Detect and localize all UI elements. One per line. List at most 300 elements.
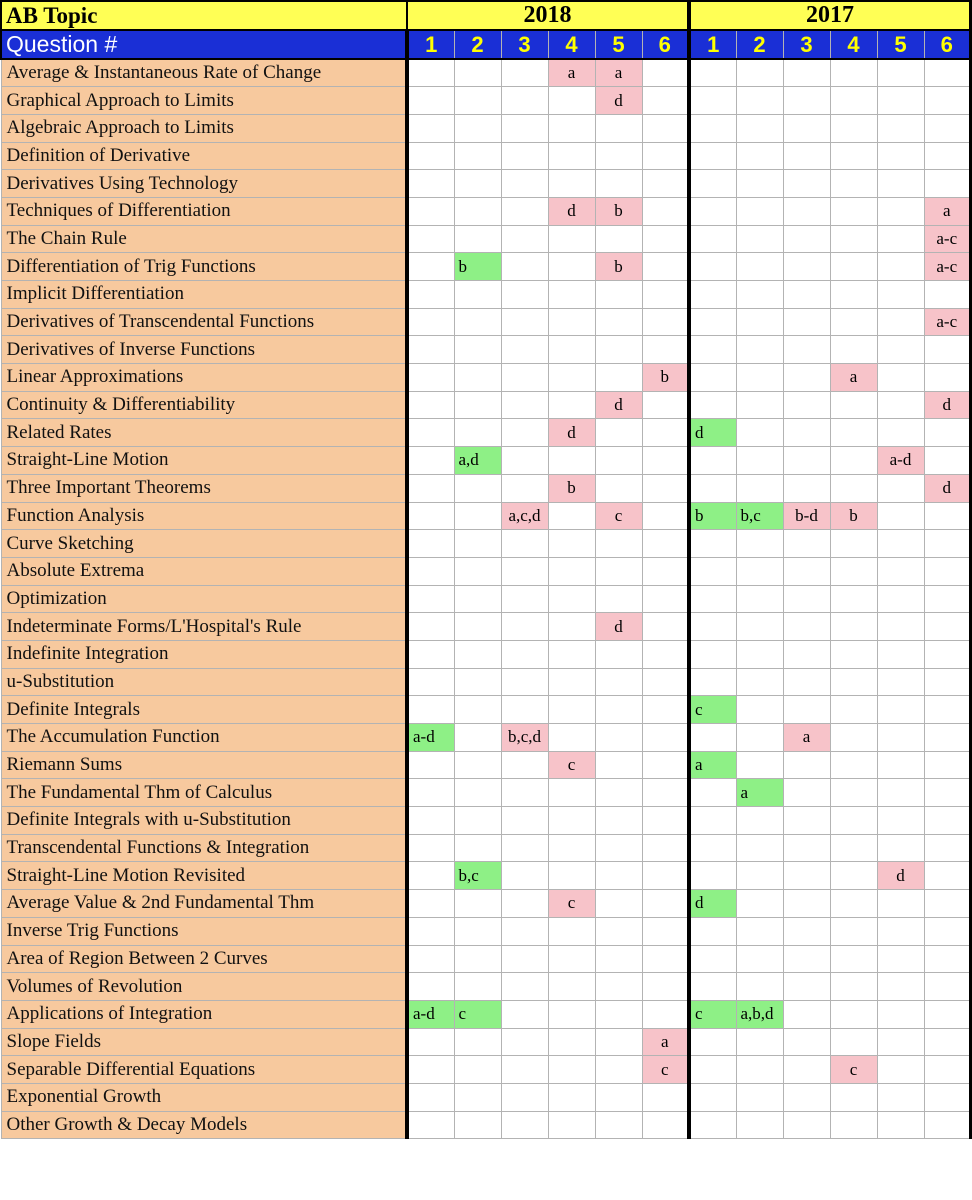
question-cell	[595, 945, 642, 973]
topic-row	[1, 225, 972, 253]
question-cell	[595, 142, 642, 170]
question-cell	[501, 1000, 548, 1028]
question-cell	[454, 391, 501, 419]
question-cell	[689, 114, 736, 142]
question-cell: a-c	[924, 225, 971, 253]
question-cell	[548, 447, 595, 475]
question-cell	[877, 696, 924, 724]
question-cell	[689, 447, 736, 475]
year-header-2018: 2018	[407, 1, 689, 30]
question-cell	[783, 807, 830, 835]
question-cell	[830, 114, 877, 142]
question-cell	[689, 1028, 736, 1056]
question-cell	[689, 973, 736, 1001]
topic-row	[1, 142, 972, 170]
question-cell	[595, 225, 642, 253]
question-cell	[501, 1056, 548, 1084]
question-cell	[877, 917, 924, 945]
question-cell	[454, 281, 501, 309]
question-cell	[783, 336, 830, 364]
question-cell	[595, 364, 642, 392]
question-cell	[689, 862, 736, 890]
question-cell	[595, 419, 642, 447]
question-cell	[595, 1111, 642, 1139]
question-cell	[783, 917, 830, 945]
year-header-2017: 2017	[689, 1, 971, 30]
question-cell	[407, 557, 454, 585]
topic-name: The Accumulation Function	[1, 724, 407, 752]
question-cell	[501, 225, 548, 253]
question-cell: c	[548, 751, 595, 779]
question-cell	[736, 281, 783, 309]
topic-name: Straight-Line Motion Revisited	[1, 862, 407, 890]
question-cell: c	[595, 502, 642, 530]
topic-name: Exponential Growth	[1, 1083, 407, 1111]
question-cell: d	[924, 474, 971, 502]
question-cell	[783, 474, 830, 502]
question-cell	[689, 364, 736, 392]
question-cell	[924, 170, 971, 198]
topic-row	[1, 917, 972, 945]
topic-name: Volumes of Revolution	[1, 973, 407, 1001]
question-cell: d	[877, 862, 924, 890]
question-cell	[595, 336, 642, 364]
question-cell	[548, 391, 595, 419]
question-cell	[736, 419, 783, 447]
question-number-2017-2: 2	[736, 30, 783, 59]
topic-row	[1, 1028, 972, 1056]
topic-row	[1, 779, 972, 807]
question-cell	[689, 724, 736, 752]
question-cell	[548, 973, 595, 1001]
question-cell: a-d	[877, 447, 924, 475]
question-cell	[830, 640, 877, 668]
topic-row	[1, 59, 972, 87]
topic-column-title: AB Topic	[1, 1, 407, 30]
question-cell	[642, 530, 689, 558]
question-cell	[407, 419, 454, 447]
question-cell: b,c	[454, 862, 501, 890]
question-cell	[830, 391, 877, 419]
topic-row	[1, 308, 972, 336]
question-cell	[501, 197, 548, 225]
question-cell	[642, 197, 689, 225]
topic-name: Other Growth & Decay Models	[1, 1111, 407, 1139]
question-cell	[454, 419, 501, 447]
question-cell	[924, 530, 971, 558]
question-cell	[736, 807, 783, 835]
question-cell	[736, 1111, 783, 1139]
question-cell	[830, 668, 877, 696]
question-cell: a	[783, 724, 830, 752]
question-cell	[642, 114, 689, 142]
question-cell	[454, 308, 501, 336]
question-cell	[783, 973, 830, 1001]
question-cell: d	[689, 890, 736, 918]
question-cell	[548, 696, 595, 724]
topic-name: Derivatives of Inverse Functions	[1, 336, 407, 364]
question-cell	[877, 557, 924, 585]
question-cell	[548, 114, 595, 142]
question-cell	[736, 640, 783, 668]
question-cell	[454, 364, 501, 392]
question-cell	[736, 973, 783, 1001]
question-cell	[548, 807, 595, 835]
question-cell	[548, 364, 595, 392]
question-cell	[454, 474, 501, 502]
question-cell	[642, 696, 689, 724]
question-cell	[548, 308, 595, 336]
question-cell	[454, 557, 501, 585]
topic-name: Absolute Extrema	[1, 557, 407, 585]
question-cell: d	[595, 87, 642, 115]
question-cell	[548, 281, 595, 309]
question-cell	[783, 1028, 830, 1056]
question-cell	[501, 585, 548, 613]
question-cell	[689, 945, 736, 973]
question-cell: a	[548, 59, 595, 87]
question-cell	[924, 59, 971, 87]
question-cell	[407, 585, 454, 613]
question-cell	[642, 1111, 689, 1139]
question-cell: a-c	[924, 253, 971, 281]
question-cell	[783, 779, 830, 807]
question-cell	[595, 474, 642, 502]
question-cell	[830, 419, 877, 447]
question-cell	[783, 1056, 830, 1084]
question-cell	[407, 862, 454, 890]
topic-name: Definite Integrals	[1, 696, 407, 724]
question-cell	[642, 336, 689, 364]
question-cell	[689, 197, 736, 225]
topic-row	[1, 1000, 972, 1028]
topic-name: The Fundamental Thm of Calculus	[1, 779, 407, 807]
question-cell	[501, 1111, 548, 1139]
question-cell	[830, 973, 877, 1001]
topic-name: Definite Integrals with u-Substitution	[1, 807, 407, 835]
topic-name: Applications of Integration	[1, 1000, 407, 1028]
question-cell	[689, 613, 736, 641]
question-cell	[501, 1028, 548, 1056]
question-cell	[689, 1056, 736, 1084]
question-cell	[642, 613, 689, 641]
question-cell	[595, 779, 642, 807]
question-cell	[454, 1056, 501, 1084]
question-cell	[501, 87, 548, 115]
question-cell	[501, 170, 548, 198]
topic-row	[1, 391, 972, 419]
question-cell	[407, 751, 454, 779]
question-cell: c	[830, 1056, 877, 1084]
question-cell	[736, 391, 783, 419]
question-cell	[407, 668, 454, 696]
topic-name: u-Substitution	[1, 668, 407, 696]
question-cell	[548, 170, 595, 198]
question-cell	[454, 668, 501, 696]
question-cell	[877, 225, 924, 253]
question-cell	[877, 336, 924, 364]
question-cell	[783, 87, 830, 115]
question-number-2018-6: 6	[642, 30, 689, 59]
question-cell	[642, 1083, 689, 1111]
topic-name: Optimization	[1, 585, 407, 613]
question-cell	[407, 1111, 454, 1139]
question-cell	[689, 1111, 736, 1139]
topic-row	[1, 253, 972, 281]
question-cell: d	[689, 419, 736, 447]
question-cell	[454, 890, 501, 918]
question-cell	[407, 364, 454, 392]
question-cell	[642, 945, 689, 973]
question-cell	[736, 59, 783, 87]
question-cell	[924, 945, 971, 973]
question-cell	[736, 1028, 783, 1056]
question-cell	[736, 225, 783, 253]
question-cell	[454, 973, 501, 1001]
question-cell	[642, 502, 689, 530]
question-cell	[548, 557, 595, 585]
question-cell	[783, 308, 830, 336]
question-cell	[924, 862, 971, 890]
question-cell	[689, 585, 736, 613]
question-cell	[595, 862, 642, 890]
topic-row	[1, 751, 972, 779]
question-cell	[548, 1028, 595, 1056]
question-cell	[407, 474, 454, 502]
question-cell	[454, 613, 501, 641]
question-cell	[595, 308, 642, 336]
question-cell	[830, 1111, 877, 1139]
question-cell	[689, 1083, 736, 1111]
question-cell	[783, 59, 830, 87]
question-cell: b	[830, 502, 877, 530]
question-cell	[877, 170, 924, 198]
question-cell	[595, 170, 642, 198]
question-cell	[783, 114, 830, 142]
question-cell	[783, 834, 830, 862]
question-cell	[736, 336, 783, 364]
topic-row	[1, 724, 972, 752]
question-cell	[595, 668, 642, 696]
question-cell	[783, 530, 830, 558]
question-cell	[736, 253, 783, 281]
question-cell: a	[830, 364, 877, 392]
question-cell	[736, 724, 783, 752]
question-cell	[407, 530, 454, 558]
question-cell	[407, 197, 454, 225]
question-cell	[407, 391, 454, 419]
question-cell	[501, 419, 548, 447]
topic-name: Linear Approximations	[1, 364, 407, 392]
question-cell	[783, 696, 830, 724]
question-cell	[595, 724, 642, 752]
question-cell	[736, 668, 783, 696]
question-cell	[454, 945, 501, 973]
question-cell	[877, 1111, 924, 1139]
question-cell	[501, 973, 548, 1001]
question-cell	[642, 668, 689, 696]
question-cell	[501, 530, 548, 558]
question-cell	[924, 779, 971, 807]
topic-row	[1, 530, 972, 558]
question-cell	[595, 447, 642, 475]
question-cell	[407, 973, 454, 1001]
question-cell	[595, 973, 642, 1001]
question-cell	[924, 447, 971, 475]
question-cell	[407, 640, 454, 668]
topic-name: The Chain Rule	[1, 225, 407, 253]
question-cell	[877, 59, 924, 87]
question-cell	[924, 1000, 971, 1028]
question-cell: d	[548, 419, 595, 447]
question-cell	[548, 917, 595, 945]
topic-name: Indefinite Integration	[1, 640, 407, 668]
question-cell	[736, 1083, 783, 1111]
question-cell	[830, 308, 877, 336]
question-cell	[407, 59, 454, 87]
topic-row	[1, 890, 972, 918]
question-cell	[830, 945, 877, 973]
question-cell	[501, 862, 548, 890]
question-cell	[548, 834, 595, 862]
question-cell	[783, 751, 830, 779]
question-cell	[407, 890, 454, 918]
question-cell	[642, 862, 689, 890]
question-cell	[736, 308, 783, 336]
question-cell	[501, 557, 548, 585]
question-cell	[501, 613, 548, 641]
question-cell	[595, 1000, 642, 1028]
question-cell	[736, 197, 783, 225]
question-cell	[548, 225, 595, 253]
question-cell	[924, 336, 971, 364]
question-cell	[501, 336, 548, 364]
question-cell	[642, 308, 689, 336]
question-cell	[830, 225, 877, 253]
topic-name: Related Rates	[1, 419, 407, 447]
question-cell	[924, 613, 971, 641]
topic-name: Curve Sketching	[1, 530, 407, 558]
topic-name: Straight-Line Motion	[1, 447, 407, 475]
question-cell	[877, 281, 924, 309]
question-cell	[877, 640, 924, 668]
question-cell: a	[595, 59, 642, 87]
topic-name: Three Important Theorems	[1, 474, 407, 502]
question-cell	[407, 87, 454, 115]
question-cell	[830, 862, 877, 890]
question-cell	[642, 142, 689, 170]
question-cell: b	[595, 197, 642, 225]
topic-row	[1, 807, 972, 835]
question-cell	[595, 114, 642, 142]
question-cell: a-c	[924, 308, 971, 336]
question-cell	[407, 253, 454, 281]
topic-row	[1, 668, 972, 696]
question-cell	[689, 170, 736, 198]
topic-row	[1, 696, 972, 724]
topic-row	[1, 862, 972, 890]
question-cell	[454, 640, 501, 668]
question-cell	[736, 585, 783, 613]
question-cell	[548, 1056, 595, 1084]
question-cell	[454, 779, 501, 807]
question-cell	[689, 253, 736, 281]
question-cell	[642, 751, 689, 779]
question-cell	[783, 142, 830, 170]
question-cell	[642, 890, 689, 918]
question-cell	[501, 59, 548, 87]
question-cell	[924, 973, 971, 1001]
topic-row	[1, 474, 972, 502]
topic-row	[1, 1111, 972, 1139]
question-cell	[454, 114, 501, 142]
question-cell	[783, 447, 830, 475]
question-cell	[689, 917, 736, 945]
question-cell	[642, 1000, 689, 1028]
question-cell	[689, 225, 736, 253]
question-cell	[407, 834, 454, 862]
question-cell	[830, 59, 877, 87]
question-cell	[548, 724, 595, 752]
question-cell	[830, 281, 877, 309]
question-cell	[877, 834, 924, 862]
question-cell	[642, 724, 689, 752]
question-cell	[830, 1028, 877, 1056]
question-cell	[689, 308, 736, 336]
question-cell	[642, 917, 689, 945]
question-cell	[877, 114, 924, 142]
question-cell	[501, 253, 548, 281]
question-cell	[595, 890, 642, 918]
question-cell	[877, 364, 924, 392]
topic-name: Continuity & Differentiability	[1, 391, 407, 419]
question-cell	[548, 585, 595, 613]
question-cell	[501, 1083, 548, 1111]
question-cell	[689, 807, 736, 835]
topic-row	[1, 447, 972, 475]
question-cell	[783, 1083, 830, 1111]
topic-row	[1, 87, 972, 115]
question-cell	[501, 751, 548, 779]
question-cell	[407, 142, 454, 170]
question-cell	[407, 696, 454, 724]
question-cell	[454, 170, 501, 198]
question-cell	[595, 640, 642, 668]
question-cell	[501, 696, 548, 724]
question-cell	[783, 668, 830, 696]
question-cell	[595, 834, 642, 862]
question-number-2017-3: 3	[783, 30, 830, 59]
question-cell: c	[454, 1000, 501, 1028]
question-cell	[924, 1056, 971, 1084]
question-number-2017-6: 6	[924, 30, 971, 59]
topic-row	[1, 419, 972, 447]
question-cell	[642, 225, 689, 253]
question-cell	[924, 1111, 971, 1139]
topic-name: Techniques of Differentiation	[1, 197, 407, 225]
topic-name: Differentiation of Trig Functions	[1, 253, 407, 281]
topic-name: Derivatives Using Technology	[1, 170, 407, 198]
question-cell	[595, 1083, 642, 1111]
question-cell	[595, 807, 642, 835]
question-cell	[924, 668, 971, 696]
question-cell	[548, 1083, 595, 1111]
question-cell	[877, 308, 924, 336]
question-cell	[454, 225, 501, 253]
question-cell	[407, 502, 454, 530]
question-cell	[689, 59, 736, 87]
question-cell: c	[689, 696, 736, 724]
